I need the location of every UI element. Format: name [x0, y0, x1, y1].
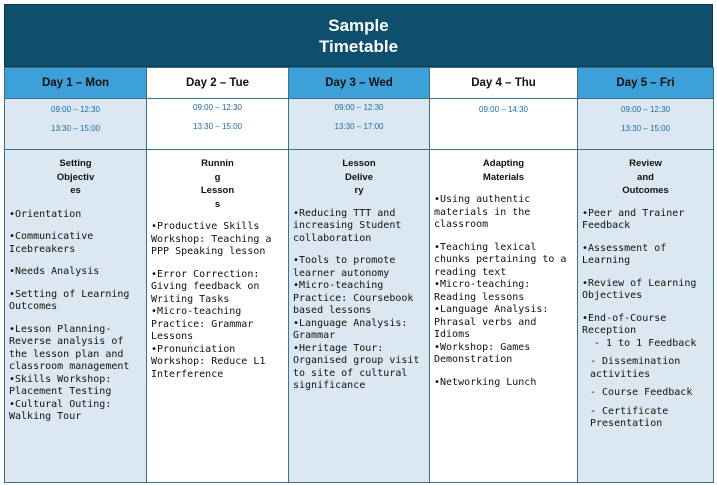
list-item: •Error Correction: Giving feedback on Writing Tasks	[151, 268, 260, 305]
list-item: •Tools to promote learner autonomy	[293, 255, 396, 279]
activity-list	[5, 209, 146, 424]
list-item: - Certificate Presentation	[590, 405, 669, 429]
list-item: •Language Analysis: Grammar	[293, 317, 408, 341]
timetable-title	[4, 4, 713, 67]
activity-list	[147, 221, 288, 381]
list-item: •Setting of Learning Outcomes	[9, 288, 130, 312]
day-theme: Adapting Materials	[482, 158, 525, 183]
times-fri	[578, 99, 714, 150]
time-slot: 13:30 – 15:00	[621, 124, 670, 133]
list-item: •End-of-Course Reception	[582, 312, 667, 336]
time-slot: 09:00 – 14:30	[479, 105, 528, 114]
list-item: - Course Feedback	[590, 387, 693, 398]
list-item: - 1 to 1 Feedback	[594, 337, 697, 349]
activity-list	[289, 208, 429, 393]
activities-fri	[578, 150, 714, 483]
list-item: •Micro-teaching: Reading lessons	[434, 279, 531, 303]
timetable-grid	[4, 67, 714, 483]
day-header-row	[5, 68, 714, 99]
list-item: •Lesson Planning-Reverse analysis of the lesson plan and classroom management	[9, 323, 130, 372]
list-item: •Micro-teaching Practice: Grammar Lessons	[151, 306, 254, 342]
list-item: •Networking Lunch	[434, 376, 537, 388]
list-item: •Reducing TTT and increasing Student collaboration	[293, 207, 402, 244]
list-item: •Assessment of Learning	[582, 242, 667, 266]
day-header-tue: Day 2 – Tue	[147, 68, 289, 99]
activities-mon	[5, 150, 147, 483]
list-item: •Pronunciation Workshop: Reduce L1 Interference	[151, 343, 266, 380]
list-item: •Needs Analysis	[9, 266, 100, 277]
list-item: •Orientation	[9, 208, 82, 220]
list-item: - Dissemination activities	[590, 356, 681, 380]
activities-thu	[430, 150, 578, 483]
list-item: •Communicative Icebreakers	[9, 231, 94, 255]
list-item: •Skills Workshop: Placement Testing	[9, 373, 112, 397]
day-header-fri: Day 5 – Fri	[578, 68, 714, 99]
time-slot: 09:00 – 12:30	[334, 103, 384, 112]
list-item: •Micro-teaching Practice: Coursebook based lessons	[293, 280, 414, 316]
day-header-wed: Day 3 – Wed	[289, 68, 430, 99]
list-item: •Language Analysis: Phrasal verbs and Idioms	[434, 304, 549, 340]
list-item: •Teaching lexical chunks pertaining to a reading text	[434, 241, 567, 278]
time-slot: 13:30 – 15:00	[51, 124, 100, 133]
time-slot: 09:00 – 12:30	[621, 105, 670, 114]
day-theme: Runnin g Lesson s	[200, 158, 235, 210]
time-row	[5, 99, 714, 150]
activities-row	[5, 150, 714, 483]
list-item: •Peer and Trainer Feedback	[582, 207, 685, 231]
day-theme: Review and Outcomes	[622, 158, 669, 196]
day-header-thu: Day 4 – Thu	[430, 68, 578, 99]
list-item: •Heritage Tour: Organised group visit to site of cultural significance	[293, 342, 420, 391]
times-thu	[430, 99, 578, 150]
activities-wed	[289, 150, 430, 483]
title-line-1: Sample	[328, 16, 389, 35]
activity-list	[578, 208, 713, 431]
list-item: •Using authentic materials in the classroom	[434, 194, 531, 230]
day-header-mon: Day 1 – Mon	[5, 68, 147, 99]
day-theme: Lesson Delive ry	[342, 158, 376, 196]
times-wed	[289, 99, 430, 150]
list-item: •Review of Learning Objectives	[582, 277, 697, 301]
list-item: •Workshop: Games Demonstration	[434, 341, 531, 365]
times-mon	[5, 99, 147, 150]
title-line-2: Timetable	[318, 37, 399, 56]
activity-list	[430, 194, 577, 389]
day-theme: Setting Objectiv es	[56, 158, 95, 196]
time-slot: 13:30 – 15:00	[193, 122, 242, 131]
time-slot: 09:00 – 12:30	[193, 103, 242, 112]
activities-tue	[147, 150, 289, 483]
times-tue	[147, 99, 289, 150]
list-item: •Cultural Outing: Walking Tour	[9, 398, 112, 422]
time-slot: 09:00 – 12:30	[51, 105, 100, 114]
list-item: •Productive Skills Workshop: Teaching a PPP Speaking lesson	[151, 221, 272, 257]
time-slot: 13:30 – 17:00	[334, 122, 384, 131]
